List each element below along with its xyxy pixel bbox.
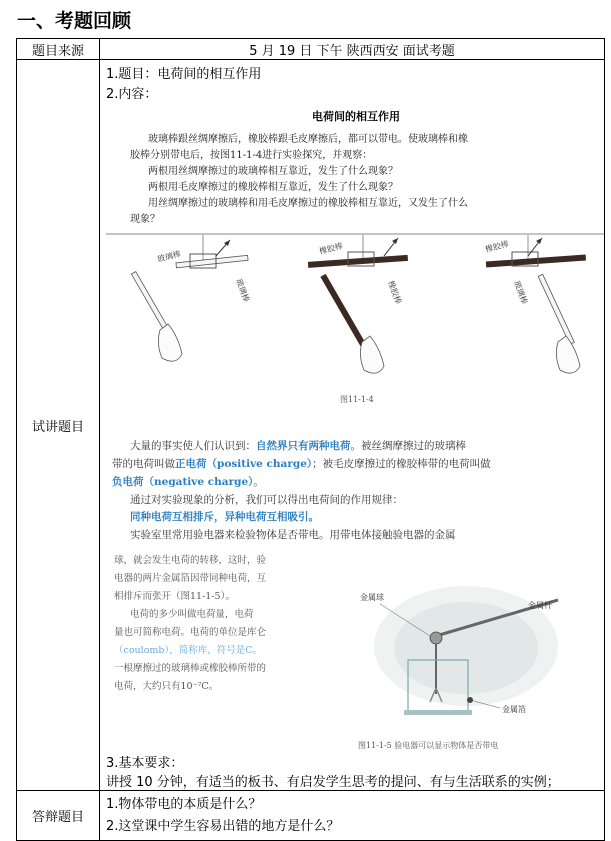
- textbook-p3-line: 相排斥而张开（图11-1-5）。: [114, 591, 235, 602]
- textbook-p3-line: 电器的两片金属箔因带同种电荷，互: [114, 573, 267, 584]
- textbook-line: 胶棒分别带电后，按图11-1-4进行实验探究，并观察：: [130, 150, 373, 161]
- trial-label: 试讲题目: [17, 60, 100, 791]
- source-label: 题目来源: [17, 39, 100, 60]
- defense-question-1: 1.物体带电的本质是什么？: [106, 796, 262, 812]
- textbook-p3-line: 一根摩擦过的玻璃棒或橡胶棒所带的: [114, 663, 267, 674]
- textbook-line: 两根用丝绸摩擦过的玻璃棒相互靠近，发生了什么现象？: [148, 166, 398, 177]
- topic-line: 1.题目：电荷间的相互作用: [106, 67, 262, 82]
- trial-row: [17, 60, 605, 791]
- glass-rod-label: 玻璃棒: [156, 249, 182, 264]
- figure-caption-1: 图11-1-4: [340, 395, 374, 404]
- textbook-p3-line: 电荷的多少叫做电荷量，电荷: [130, 609, 254, 620]
- rubber-rod-label-3: 橡胶棒: [484, 239, 510, 254]
- figure-caption-2: 图11-1-5 验电器可以显示物体是否带电: [358, 741, 499, 750]
- metal-rod-label: 金属杆: [528, 601, 552, 610]
- textbook-line: 现象？: [130, 214, 160, 225]
- textbook-line: 玻璃棒跟丝绸摩擦后，橡胶棒跟毛皮摩擦后，都可以带电。使玻璃棒和橡: [148, 134, 468, 145]
- textbook-p3-line: （coulomb），简称库，符号是C。: [114, 645, 263, 656]
- textbook-p3-line: 球，就会发生电荷的转移，这时，验: [114, 555, 267, 566]
- defense-question-2: 2.这堂课中学生容易出错的地方是什么？: [106, 818, 340, 834]
- rubber-rod-label: 橡胶棒: [318, 241, 344, 256]
- section-heading: 一、考题回顾: [17, 10, 132, 32]
- textbook-line: 用丝绸摩擦过的玻璃棒和用毛皮摩擦过的橡胶棒相互靠近，又发生了什么: [148, 198, 468, 209]
- defense-content: [100, 791, 605, 841]
- textbook-p3-line: 电荷，大约只有10⁻⁷C。: [114, 681, 219, 692]
- defense-row: [17, 791, 605, 841]
- glass-rod-label-3: 玻璃棒: [512, 279, 529, 306]
- exam-table: [16, 38, 605, 841]
- glass-rod-label-2: 玻璃棒: [234, 277, 251, 304]
- setup-rubber-glass: [484, 235, 586, 373]
- textbook-p3-line: 量也可简称电荷。电荷的单位是库仑: [114, 627, 267, 638]
- metal-foil-label: 金属箔: [502, 705, 526, 714]
- rubber-rod-label-2: 橡胶棒: [386, 279, 403, 306]
- source-value: 5 月 19 日 下午 陕西西安 面试考题: [100, 39, 605, 60]
- requirements-label: 3.基本要求：: [106, 756, 184, 771]
- textbook-p2-line1: 大量的事实使人们认识到：自然界只有两种电荷。被丝绸摩擦过的玻璃棒: [130, 440, 466, 452]
- requirements-text: 讲授 10 分钟，有适当的板书、有启发学生思考的提问、有与生活联系的实例；: [106, 775, 560, 790]
- trial-content: [100, 60, 605, 791]
- textbook-title: 电荷间的相互作用: [312, 110, 400, 123]
- setup-rubber-rubber: [308, 235, 408, 373]
- textbook-p2-line5: 同种电荷互相排斥，异种电荷互相吸引。: [130, 511, 319, 523]
- textbook-p2-line6: 实验室里常用验电器来检验物体是否带电。用带电体接触验电器的金属: [130, 529, 456, 541]
- textbook-line: 两根用毛皮摩擦过的橡胶棒相互靠近，发生了什么现象？: [148, 182, 398, 193]
- setup-glass-glass: [131, 235, 251, 361]
- textbook-p2-line4: 通过对实验现象的分析，我们可以得出电荷间的作用规律：: [130, 494, 403, 506]
- content-label: 2.内容：: [106, 87, 158, 102]
- figure-11-1-4: [108, 232, 604, 382]
- figure-11-1-5: [360, 584, 566, 730]
- textbook-p2-line2: 带的电荷叫做正电荷（positive charge）；被毛皮摩擦过的橡胶棒带的电荷叫做: [112, 458, 491, 470]
- defense-label: 答辩题目: [17, 791, 100, 841]
- textbook-p2-line3: 负电荷（negative charge）。: [112, 476, 264, 488]
- metal-ball-label: 金属球: [360, 593, 384, 602]
- source-row: [17, 39, 605, 60]
